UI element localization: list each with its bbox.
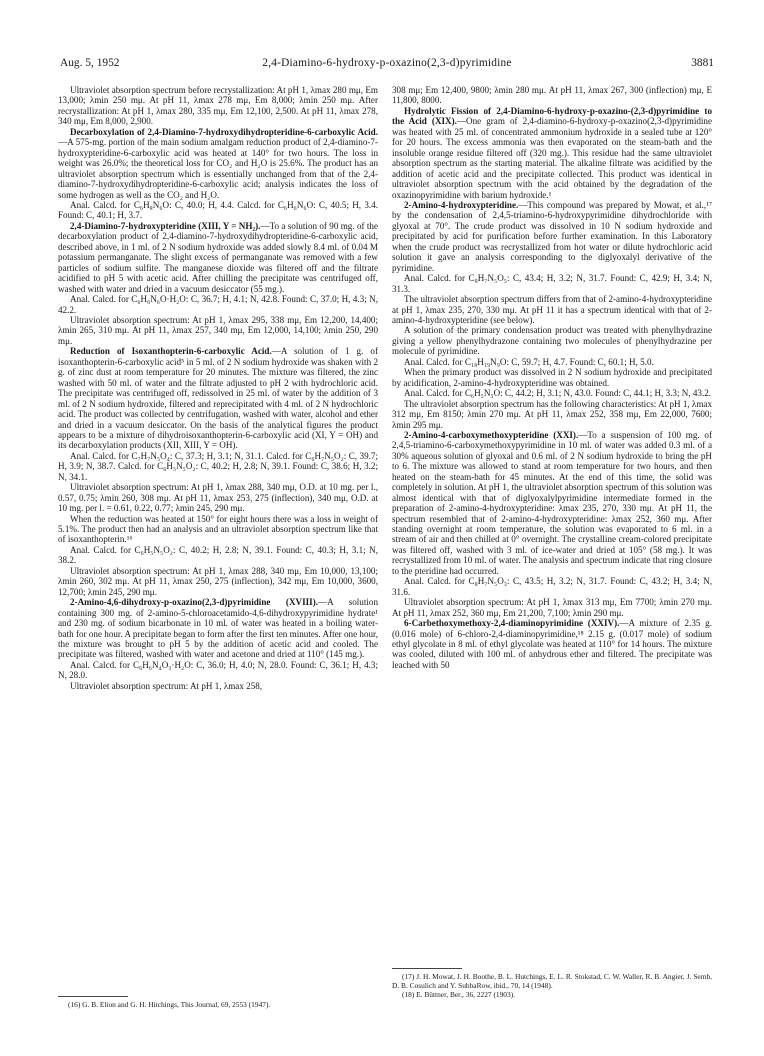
paragraph: [58, 85, 378, 127]
paragraph-text: A solution of the primary condensation product was treated with phenylhydrazine giving a yellow phenylhydrazone containing two molecules of phenylhydrazine per molecule of pyrimidine.: [392, 325, 712, 357]
paragraph-text: —This compound was prepared by Mowat, et al.,¹⁷ by the condensation of 2,4,5-triamino-6-hydroxypyrimidine dihydrochloride with glyoxal at 70°. The crude product was dissolved in 10 N sodium hydroxide and precipitated by acid for purification before further examination. In this Laboratory when the crude product was recrystallized from hot water or dilute hydrochloric acid solution it gave an analysis corresponding to the diglyoxalyl derivative of the pyrimidine.: [392, 199, 712, 273]
footnote: (18) E. Büttner, Ber., 36, 2227 (1903).: [402, 990, 516, 1000]
paragraph-text: —A solution containing 300 mg. of 2-amino-5-chloroacetamido-4,6-dihydroxypyrimidine hydrate¹ and 230 mg. of sodium bicarbonate in 10 ml. of water was heated in a boiling water-bath for one hour. A precipitate began to form after the first ten minutes. After one hour, the mixture was brought to pH 5 by the addition of acetic acid and cooled. The precipitate was filtered, washed with water and acetone and dried at 110° (145 mg.).: [58, 597, 378, 660]
header-title: 2,4-Diamino-6-hydroxy-p-oxazino(2,3-d)pyrimidine: [262, 57, 512, 69]
paragraph-text: Anal. Calcd. for C₆H₅N₅O: C, 44.2; H, 3.1; N, 43.0. Found: C, 44.1; H, 3.3; N, 43.2.: [404, 388, 712, 399]
paragraph-text: Anal. Calcd. for C₆H₆N₆O·H₂O: C, 36.7; H, 4.1; N, 42.8. Found: C, 37.0; H, 4.3; N, 42.2.: [58, 294, 378, 315]
paragraph-text: Ultraviolet absorption spectrum: At pH 1, λmax 295, 338 mμ, Em 12,200, 14,400; λmin 265, 310 mμ. At pH 11, λmax 257, 340 mμ, Em 12,000, 14,100; λmin 250, 290 mμ.: [58, 314, 378, 346]
section-heading: 2,4-Diamino-7-hydroxypteridine (XIII, Y = NH₂).: [70, 220, 261, 231]
paragraph: [392, 388, 712, 398]
paragraph-text: —A mixture of 2.35 g. (0.016 mole) of 6-chloro-2,4-diaminopyrimidine,¹⁸ 2.15 g. (0.017 mole) of sodium ethyl glycolate in 8 ml. of ethyl glycolate was heated at 110° for 14 hours. The mixture was cooled, diluted with 100 ml. of anhydrous ether and filtered. The precipitate was leached with 50: [392, 618, 713, 670]
paragraph-text: Anal. Calcd. for C₇H₇N₅O₄: C, 37.3; H, 3.1; N, 31.1. Calcd. for C₆H₇N₅O₂: C, 39.7; H, 3.9; N, 38.7. Calcd. for C₆H₅N₅O₂: C, 40.2; H, 2.8; N, 39.1. Found: C, 38.6; H, 3.2; N, 34.1.: [58, 450, 378, 482]
paragraph-text: Anal. Calcd. for C₈H₇N₅O₃: C, 43.5; H, 3.2; N, 31.7. Found: C, 43.2; H, 3.4; N, 31.6.: [392, 576, 712, 597]
section-heading: Decarboxylation of 2,4-Diamino-7-hydroxydihydropteridine-6-carboxylic Acid.: [70, 126, 378, 137]
paragraph: [392, 325, 712, 356]
paragraph: [58, 294, 378, 315]
paragraph: [58, 451, 378, 482]
paragraph-text: —A 575-mg. portion of the main sodium amalgam reduction product of 2,4-diamino-7-hydroxypteridine-6-carboxylic acid was heated at 140° for two hours. The loss in weight was 26.0%; the theoretical loss for CO₂ and H₂O is 25.6%. The product has an ultraviolet absorption spectrum which is essentially unchanged from that of the 2,4-diamino-7-hydroxydihydropteridine-6-carboxylic acid; analysis indicates the loss of some hydrogen as well as the CO₂ and H₂O.: [58, 137, 378, 200]
paragraph: [392, 357, 712, 367]
right-column: [392, 85, 712, 670]
paragraph-text: Ultraviolet absorption spectrum before recrystallization: At pH 1, λmax 280 mμ, Em 13,000; λmin 250 mμ. At pH 11, λmax 278 mμ, Em 8,000; λmin 250 mμ. After recrystallization: At pH 1, λmax 280, 335 mμ, Em 12,100, 2,500. At pH 11, λmax 278, 340 mμ, Em 8,000, 2,900.: [58, 85, 378, 127]
footnote-rule: [58, 996, 128, 997]
paragraph-text: 308 mμ; Em 12,400, 9800; λmin 280 mμ. At pH 11, λmax 267, 300 (inflection) mμ, E 11,800, 8000.: [392, 85, 712, 106]
paragraph-text: —To a suspension of 100 mg. of 2,4,5-triamino-6-carboxymethoxypyrimidine in 10 ml. of water was added 0.3 ml. of a 30% aqueous solution of glyoxal and 0.6 ml. of 2 N sodium hydroxide to bring the pH to 6. The mixture was allowed to stand at room temperature for two hours, and then heated on the steam-bath for 45 minutes. At the end of this time, the solid was completely in solution. At pH 1, the ultraviolet absorption spectrum of this solution was almost identical with that of diglyoxalylpyrimidine intermediate formed in the preparation of 2-amino-4-hydroxypteridine: λmax 235, 270, 330 mμ. At pH 11, the spectrum resembled that of 2-amino-4-hydroxypteridine: λmax 252, 360 mμ. After standing overnight at room temperature, the solution was evaporated to 6 ml. in a stream of air and then chilled at 0° overnight. The crystalline cream-colored precipitate was filtered off, washed with 3 ml. of ice-water and dried at 105° (58 mg.). It was recrystallized from 10 ml. of water. The analysis and spectrum indicate that ring closure to the pteridine had occurred.: [392, 429, 712, 576]
footnote: (17) J. H. Mowat, J. H. Boothe, B. L. Hutchings, E. L. R. Stokstad, C. W. Waller, R. B. Angier, J. Semb, D. B. Cosulich and Y. SubbaRow, ibid., 70, 14 (1948).: [392, 972, 712, 991]
section-heading: Hydrolytic Fission of 2,4-Diamino-6-hydroxy-p-oxazino-(2,3-d)pyrimidine to the Acid (XIX).: [392, 105, 712, 127]
header-date: Aug. 5, 1952: [60, 57, 120, 69]
paragraph: [58, 221, 378, 294]
paragraph: [392, 85, 712, 106]
paragraph: [58, 681, 378, 691]
paragraph-text: The ultraviolet absorption spectrum has the following characteristics: At pH 1, λmax 312 mμ, Em 8150; λmin 270 mμ. At pH 11, λmax 252, 358 mμ, Em 22,000, 7600; λmin 295 mμ.: [392, 398, 712, 430]
paragraph: [58, 315, 378, 346]
footnote-rule: [392, 968, 462, 969]
header-page-number: 3881: [691, 57, 714, 69]
paragraph-text: Anal. Calcd. for C₆H₅N₅O₂: C, 40.2; H, 2.8; N, 39.1. Found: C, 40.3; H, 3.1; N, 38.2.: [58, 544, 378, 566]
paragraph-text: —To a solution of 90 mg. of the decarboxylation product of 2,4-diamino-7-hydroxydihydropteridine-6-carboxylic acid, described above, in 1 ml. of 2 N sodium hydroxide was added slowly 8.4 ml. of 0.04 M potassium permanganate. The slight excess of permanganate was removed with a few particles of sodium sulfite. The manganese dioxide was filtered off and the filtrate acidified to pH 5 with acetic acid. After chilling the precipitate was centrifuged off, washed with water and dried in a vacuum desiccator (55 mg.).: [58, 220, 378, 294]
section-heading: 2-Amino-4,6-dihydroxy-p-oxazino(2,3-d)pyrimidine (XVIII).: [70, 597, 319, 608]
running-header: [60, 57, 714, 73]
paragraph-text: Anal. Calcd. for C₁₈H₁₉N₉O: C, 59.7; H, 4.7. Found: C, 60.1; H, 5.0.: [404, 356, 654, 367]
section-heading: 2-Amino-4-hydroxypteridine.: [404, 199, 519, 210]
paragraph: [392, 294, 712, 325]
paragraph: [392, 200, 712, 273]
paragraph: [58, 514, 378, 545]
paragraph: [58, 545, 378, 566]
left-column: [58, 85, 378, 691]
paragraph-text: When the primary product was dissolved in 2 N sodium hydroxide and precipitated by acidification, 2-amino-4-hydroxypteridine was obtained.: [392, 367, 712, 388]
paragraph: [392, 367, 712, 388]
paragraph: [58, 200, 378, 221]
paragraph-text: Ultraviolet absorption spectrum: At pH 1, λmax 288, 340 mμ, Em 10,000, 13,100; λmin 260, 302 mμ. At pH 11, λmax 250, 275 (inflection), 342 mμ, Em 10,000, 3600, 12,700; λmin 245, 290 mμ.: [58, 565, 378, 597]
paragraph-text: The ultraviolet absorption spectrum differs from that of 2-amino-4-hydroxypteridine at pH 1, λmax 235, 270, 330 mμ. At pH 11 it has a spectrum identical with that of 2-amino-4-hydroxypteridine (see below).: [392, 294, 712, 325]
paragraph: [392, 576, 712, 597]
section-heading: 2-Amino-4-carboxymethoxypteridine (XXI).: [404, 429, 579, 440]
paragraph-text: Anal. Calcd. for C₈H₇N₅O₅: C, 43.4; H, 3.2; N, 31.7. Found: C, 42.9; H, 3.4; N, 31.3.: [392, 273, 712, 294]
right-footnotes: [392, 965, 712, 1000]
paragraph-text: —One gram of 2,4-diamino-6-hydroxy-p-oxazino(2,3-d)pyrimidine was heated with 25 ml. of concentrated ammonium hydroxide in a sealed tube at 120° for 20 hours. The excess ammonia was then evaporated on the steam-bath and the insoluble orange residue filtered off (320 mg.). This residue had the same ultraviolet absorption spectrum as the starting material. The alkaline filtrate was acidified by the addition of acetic acid and the precipitate collected. This product was identical in ultraviolet absorption spectrum with the acid obtained by the degradation of the oxazinopyrimidine with barium hydroxide.¹: [392, 116, 712, 200]
paragraph-text: —A solution of 1 g. of isoxanthopterin-6-carboxylic acid⁵ in 5 ml. of 2 N sodium hydroxide was shaken with 2 g. of zinc dust at room temperature for 20 minutes. The mixture was filtered, the zinc washed with 50 ml. of water and the filtrate adjusted to pH 2 with hydrochloric acid. The precipitate was centrifuged off, redissolved in 25 ml. of water by the addition of 3 ml. of 2 N sodium hydroxide, filtered and reprecipitated with 4 ml. of 2 N hydrochloric acid. The product was collected by centrifugation, washed with water, alcohol and ether and dried in a vacuum desiccator. On the basis of the analytical figures the product appears to be a mixture of dihydroisoxanthopterin-6-carboxylic acid (XI, Y = OH) and its decarboxylation products (XII, XIII, Y = OH).: [58, 346, 378, 451]
left-footnotes: [58, 993, 378, 1009]
section-heading: 6-Carbethoxymethoxy-2,4-diaminopyrimidine (XXIV).: [404, 618, 620, 629]
paragraph: [58, 346, 378, 451]
paragraph: [392, 106, 712, 200]
paragraph-text: When the reduction was heated at 150° for eight hours there was a loss in weight of 5.1%. The product then had an analysis and an ultraviolet absorption spectrum like that of isoxanthopterin.¹⁶: [58, 513, 378, 545]
paragraph: [58, 566, 378, 597]
paragraph: [58, 660, 378, 681]
paragraph: [392, 430, 712, 576]
paragraph-text: Ultraviolet absorption spectrum: At pH 1, λmax 313 mμ, Em 7700; λmin 270 mμ. At pH 11, λmax 252, 360 mμ, Em 21,200, 7,100; λmin 290 mμ.: [392, 597, 712, 618]
paragraph-text: Ultraviolet absorption spectrum: At pH 1, λmax 288, 340 mμ, O.D. at 10 mg. per l., 0.57, 0.75; λmin 260, 308 mμ. At pH 11, λmax 253, 275 (inflection), 340 mμ, O.D. at 10 mg. per l. = 0.61, 0.22, 0.77; λmin 245, 290 mμ.: [58, 482, 378, 514]
paragraph: [392, 618, 712, 670]
paragraph-text: Anal. Calcd. for C₆H₆N₄O₃·H₂O: C, 36.0; H, 4.0; N, 28.0. Found: C, 36.1; H, 4.3; N, 28.0.: [58, 659, 378, 681]
paragraph: [58, 597, 378, 660]
paragraph-text: Anal. Calcd. for C₆H₈N₆O: C, 40.0; H, 4.4. Calcd. for C₆H₆N₆O: C, 40.5; H, 3.4. Found: C, 40.1; H, 3.7.: [58, 199, 378, 221]
footnote: (16) G. B. Elion and G. H. Hitchings, This Journal, 69, 2553 (1947).: [68, 1000, 271, 1009]
paragraph: [58, 482, 378, 513]
paragraph: [392, 273, 712, 294]
section-heading: Reduction of Isoxanthopterin-6-carboxylic Acid.: [70, 346, 272, 357]
paragraph-text: Ultraviolet absorption spectrum: At pH 1, λmax 258,: [70, 680, 263, 691]
paragraph: [392, 399, 712, 430]
paragraph: [392, 597, 712, 618]
paragraph: [58, 127, 378, 200]
